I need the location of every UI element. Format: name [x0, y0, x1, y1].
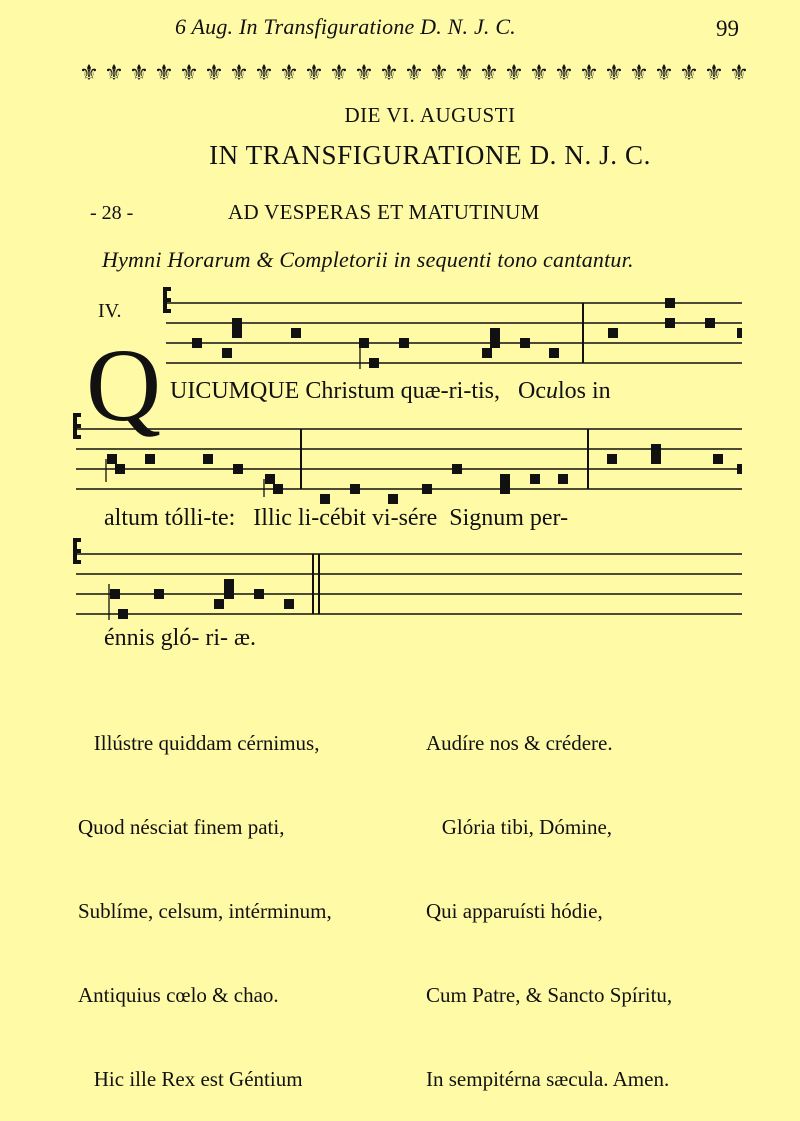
verse-line: Quod nésciat finem pati,	[78, 815, 285, 839]
verse-line: Cum Patre, & Sancto Spíritu,	[426, 983, 673, 1007]
verse-line: Glória tibi, Dómine,	[426, 815, 613, 839]
fleuron-icon: ⚜	[379, 60, 399, 85]
fleuron-icon: ⚜	[304, 60, 324, 85]
fleuron-icon: ⚜	[629, 60, 649, 85]
fleuron-icon: ⚜	[729, 60, 749, 85]
fleuron-icon: ⚜	[604, 60, 624, 85]
fleuron-icon: ⚜	[104, 60, 124, 85]
verse-line: In sempitérna sæcula. Amen.	[426, 1067, 670, 1091]
verse-line: Hic ille Rex est Géntium	[78, 1067, 303, 1091]
fleuron-icon: ⚜	[154, 60, 174, 85]
verse-column-right	[426, 673, 672, 1121]
fleuron-icon: ⚜	[329, 60, 349, 85]
do-clef-icon	[73, 413, 81, 439]
running-head: 6 Aug. In Transfiguratione D. N. J. C.	[175, 14, 516, 39]
fleuron-icon: ⚜	[79, 60, 99, 85]
fleuron-icon: ⚜	[654, 60, 674, 85]
page-number: 99	[716, 16, 739, 41]
fleuron-icon: ⚜	[404, 60, 424, 85]
mode-label: IV.	[98, 300, 122, 322]
lyric-segment: Christum quæ-ri-tis,	[299, 378, 500, 404]
do-clef-icon	[163, 287, 171, 313]
fleuron-icon: ⚜	[279, 60, 299, 85]
fleuron-icon: ⚜	[504, 60, 524, 85]
staff-3	[76, 554, 742, 614]
fleuron-icon: ⚜	[229, 60, 249, 85]
verse-column-left	[78, 673, 332, 1121]
fleuron-icon: ⚜	[704, 60, 724, 85]
lyric-italic-segment: u	[545, 378, 558, 404]
fleuron-icon: ⚜	[204, 60, 224, 85]
verse-line: Illústre quiddam cérnimus,	[78, 731, 320, 755]
lyric-line-1	[170, 378, 611, 405]
staff-2	[76, 429, 742, 489]
drop-cap: Q	[86, 328, 162, 443]
verse-line: Sublíme, celsum, intérminum,	[78, 899, 332, 923]
verse-line: Antiquius cœlo & chao.	[78, 983, 279, 1007]
fleuron-icon: ⚜	[529, 60, 549, 85]
fleuron-icon: ⚜	[129, 60, 149, 85]
neumes-system-2	[107, 444, 742, 504]
verse-line: Qui apparuísti hódie,	[426, 899, 603, 923]
feast-title: IN TRANSFIGURATIONE D. N. J. C.	[209, 140, 651, 170]
do-clef-icon	[73, 538, 81, 564]
lyric-segment: Oc	[500, 378, 546, 404]
feast-date: DIE VI. AUGUSTI	[344, 103, 516, 127]
fleuron-icon: ⚜	[679, 60, 699, 85]
fleuron-icon: ⚜	[354, 60, 374, 85]
office-hour-title: AD VESPERAS ET MATUTINUM	[228, 200, 540, 224]
lyric-segment: los in	[557, 378, 611, 404]
fleuron-icon: ⚜	[254, 60, 274, 85]
fleuron-icon: ⚜	[429, 60, 449, 85]
fleuron-icon: ⚜	[479, 60, 499, 85]
lyric-line-2: altum tólli-te: Illic li-cébit vi-sére Signum per-	[104, 505, 569, 531]
lyric-incipit: UICUMQUE	[170, 378, 300, 404]
fleuron-icon: ⚜	[554, 60, 574, 85]
fleuron-icon: ⚜	[179, 60, 199, 85]
staff-1	[166, 303, 742, 363]
fleuron-icon: ⚜	[454, 60, 474, 85]
hymn-number: - 28 -	[90, 202, 134, 224]
neumes-system-3	[110, 579, 294, 619]
neumes-system-1	[192, 298, 742, 368]
lyric-line-3: énnis gló- ri- æ.	[104, 625, 256, 651]
fleuron-icon: ⚜	[579, 60, 599, 85]
verse-line: Audíre nos & crédere.	[426, 731, 613, 755]
rubric: Hymni Horarum & Completorii in sequenti tono cantantur.	[102, 247, 634, 272]
